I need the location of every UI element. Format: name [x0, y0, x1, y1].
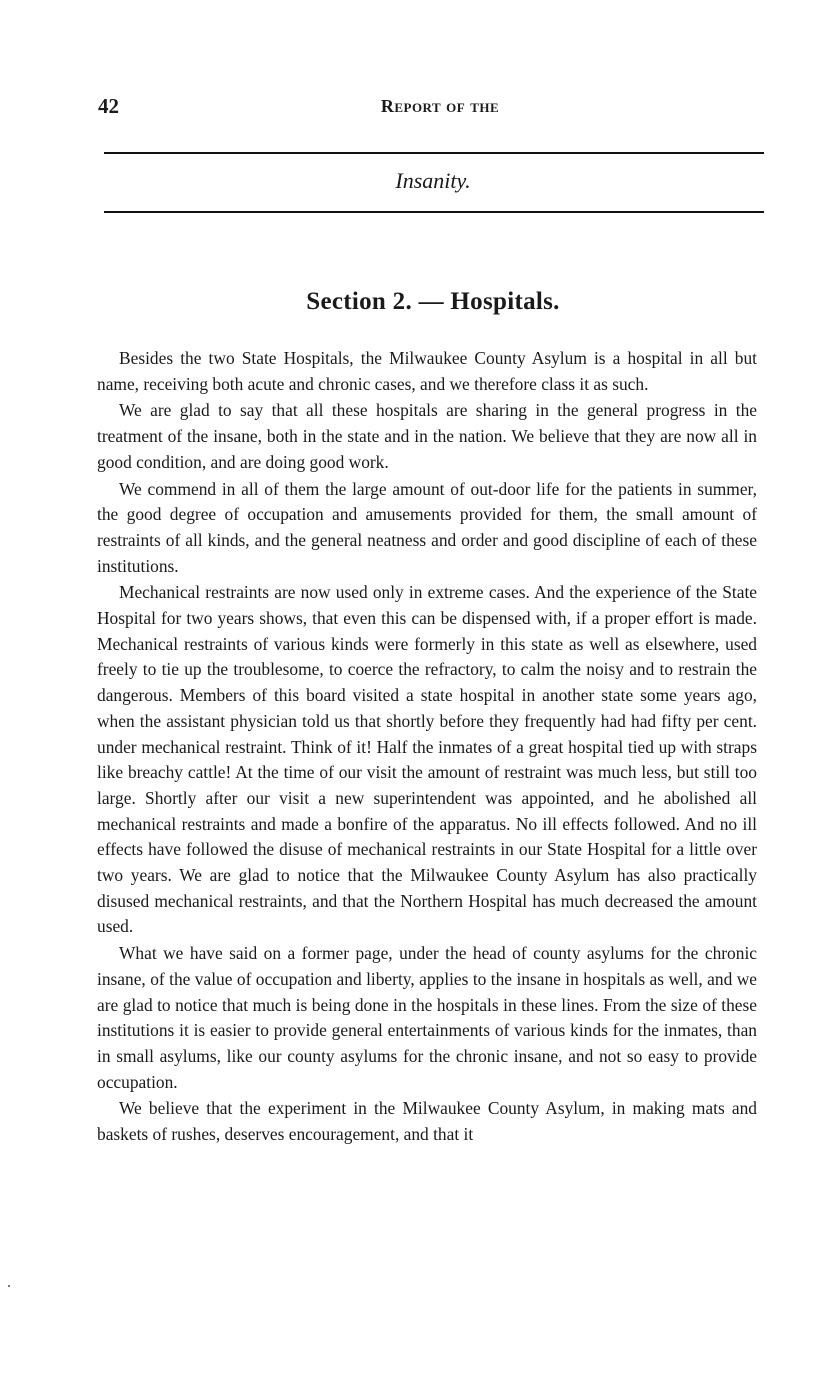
- paragraph: We are glad to say that all these hospitals are sharing in the general progress in the treatment of the insane, both in the state and in the nation. We believe that they are now all in good condition, and are doing good work.: [97, 400, 757, 472]
- paragraph: Besides the two State Hospitals, the Milwaukee County Asylum is a hospital in all but name, receiving both acute and chronic cases, and we therefore class it as such.: [97, 348, 757, 394]
- running-head: Report of the: [380, 96, 500, 116]
- header-top-rule: [104, 152, 764, 154]
- paragraph: We believe that the experiment in the Milwaukee County Asylum, in making mats and baskets of rushes, deserves encouragement, and that it: [97, 1098, 757, 1145]
- paragraph: Mechanical restraints are now used only in extreme cases. And the experience of the State Hospital for two years shows, that even this can be dispensed with, if a proper effort is made. Mechanical restraints of various kinds were formerly in this state as well as elsewhere, used freely to tie up the troublesome, to coerce the refractory, to calm the noisy and to restrain the dangerous. Members of this board visited a state hospital in another state some years ago, when the assistant physician told us that shortly before they frequently had had fifty per cent. under mechanical restraint. Think of it! Half the inmates of a great hospital tied up with straps like breachy cattle! At the time of our visit the amount of restraint was much less, but still too large. Shortly after our visit a new superintendent was appointed, and he abolished all mechanical restraints and made a bonfire of the apparatus. No ill effects followed. And no ill effects have followed the disuse of mechanical restraints in our State Hospital for a little over two years. We are glad to notice that the Milwaukee County Asylum has also practically disused mechanical restraints, and that the Northern Hospital has much decreased the amount used.: [97, 582, 757, 937]
- body-text: [97, 346, 757, 1149]
- section-title: Section 2. — Hospitals.: [306, 288, 560, 315]
- subject-heading: Insanity.: [395, 168, 471, 193]
- margin-speck: [8, 1285, 10, 1287]
- header-bottom-rule: [104, 211, 764, 213]
- paragraph: What we have said on a former page, under the head of county asylums for the chronic insane, of the value of occupation and liberty, applies to the insane in hospitals as well, and we are glad to notice that much is being done in the hospitals in these lines. From the size of these institutions it is easier to provide general entertainments of various kinds for the inmates, than in small asylums, like our county asylums for the chronic insane, and not so easy to provide occupation.: [97, 943, 757, 1092]
- paragraph: We commend in all of them the large amount of out-door life for the patients in summer, the good degree of occupation and amusements provided for them, the small amount of restraints of all kinds, and the general neatness and order and good discipline of each of these institutions.: [97, 478, 757, 576]
- page-number: 42: [98, 94, 119, 118]
